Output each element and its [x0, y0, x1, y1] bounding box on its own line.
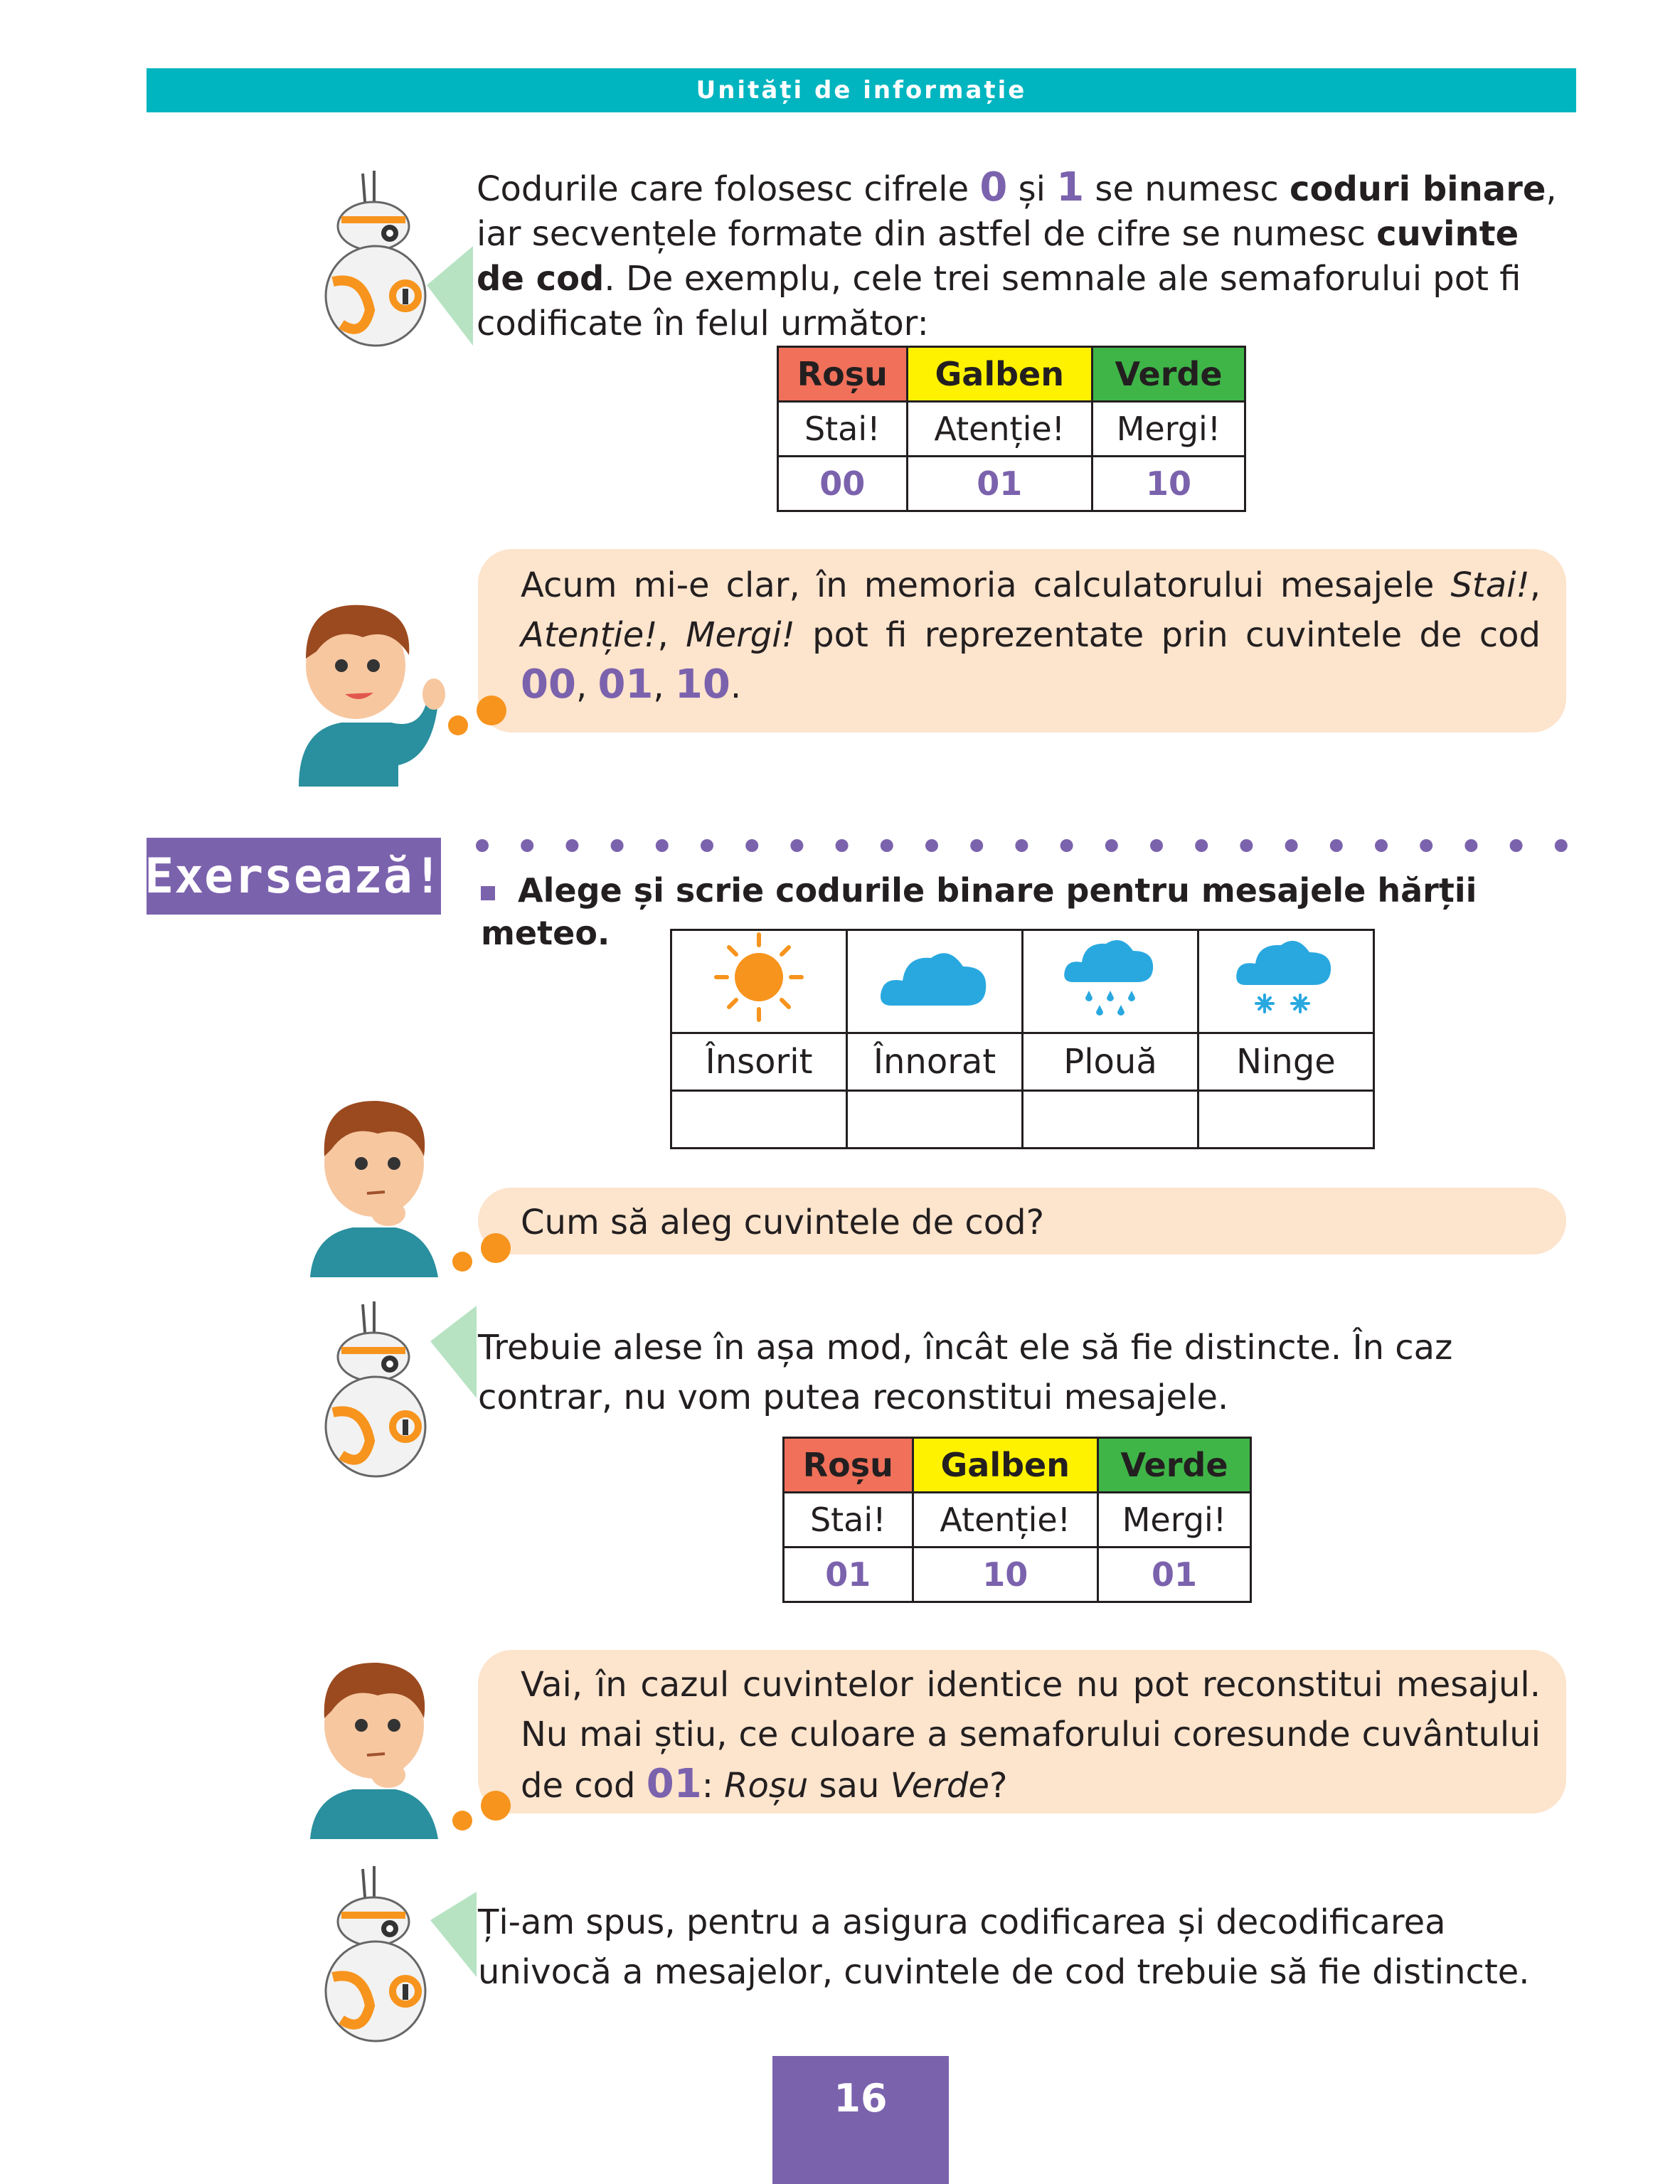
code-cell: 01	[1098, 1548, 1251, 1602]
message-cell: Mergi!	[1098, 1493, 1251, 1548]
divider-dot	[1195, 839, 1208, 852]
bubble-text: ,	[1529, 565, 1541, 605]
divider-dot	[1060, 839, 1073, 852]
bubble-text: pot fi reprezentate prin cuvintele de cod	[794, 615, 1541, 655]
divider-dot	[881, 839, 893, 852]
intro-text: și	[1007, 169, 1057, 209]
boy-avatar	[285, 587, 448, 787]
section-header	[147, 68, 1576, 112]
divider-dot	[1420, 839, 1432, 852]
table-row	[784, 1548, 1251, 1602]
bubble-dot	[481, 1233, 511, 1263]
bubble-text: ?	[989, 1766, 1008, 1806]
header-red: Roșu	[778, 347, 908, 402]
code-word: 00	[521, 661, 576, 708]
sun-icon	[709, 931, 809, 1023]
boy-thinking-avatar	[296, 1647, 452, 1839]
robot-text: Ți-am spus, pentru a asigura codificarea și decodificarea univocă a mesajelor, cuvintele de cod trebuie să fie distincte.	[478, 1902, 1530, 1992]
table-row	[778, 457, 1245, 511]
header-green: Verde	[1092, 347, 1245, 402]
speech-bubble	[478, 1188, 1566, 1255]
section-title: Unități de informație	[696, 76, 1027, 105]
divider-dot	[611, 839, 624, 852]
divider-dot	[1555, 839, 1568, 852]
table-header-row	[784, 1438, 1251, 1493]
code-cell: 10	[1092, 457, 1245, 511]
label-row	[671, 1033, 1374, 1091]
divider-dot	[925, 839, 938, 852]
divider-dot	[521, 839, 533, 852]
message-cell: Stai!	[784, 1493, 913, 1548]
divider-dot	[1510, 839, 1523, 852]
weather-icon-cell	[847, 930, 1023, 1033]
header-yellow: Galben	[907, 347, 1092, 402]
weather-label: Înnorat	[847, 1033, 1023, 1091]
robot-icon	[313, 1863, 477, 2048]
divider-dot	[1375, 839, 1388, 852]
divider-dot	[790, 839, 803, 852]
icon-row	[671, 930, 1374, 1033]
answer-cell[interactable]	[1198, 1091, 1374, 1149]
divider-dot	[1464, 839, 1477, 852]
answer-cell[interactable]	[1023, 1091, 1198, 1149]
task-text: Alege și scrie codurile binare pentru mesajele hărții meteo.	[481, 871, 1477, 952]
divider-dot	[565, 839, 578, 852]
message-cell: Atenție!	[913, 1493, 1097, 1548]
cloud-icon	[878, 938, 991, 1016]
rain-cloud-icon	[1060, 931, 1160, 1023]
divider-dot	[1330, 839, 1343, 852]
code-word: 01	[646, 1761, 702, 1807]
traffic-light-code-table	[777, 346, 1246, 512]
term-code-words: cuvinte de cod	[477, 214, 1519, 299]
weather-icon-cell	[1023, 930, 1198, 1033]
answer-cell[interactable]	[847, 1091, 1023, 1149]
message-stai: Stai!	[1450, 565, 1530, 605]
snow-cloud-icon	[1233, 931, 1339, 1023]
divider-dot	[1285, 839, 1298, 852]
table-row	[778, 402, 1245, 457]
intro-text: Codurile care folosesc cifrele	[477, 169, 980, 209]
bubble-dot	[452, 1811, 472, 1831]
answer-cell[interactable]	[671, 1091, 847, 1149]
color-rosu: Roșu	[724, 1766, 809, 1806]
code-word: 01	[597, 661, 654, 708]
exercise-tag	[144, 838, 443, 915]
message-cell: Stai!	[778, 402, 908, 457]
divider-dot	[836, 839, 849, 852]
code-cell: 01	[907, 457, 1092, 511]
message-cell: Atenție!	[907, 402, 1092, 457]
weather-label: Însorit	[671, 1033, 847, 1091]
divider-dot	[1150, 839, 1163, 852]
intro-text: , iar secvențele formate din astfel de cifre se numesc	[477, 169, 1557, 254]
weather-label: Plouă	[1023, 1033, 1198, 1091]
bubble-text: :	[701, 1766, 725, 1806]
divider-dot	[701, 839, 713, 852]
bubble-text: .	[730, 666, 742, 706]
header-green: Verde	[1098, 1438, 1251, 1493]
code-word: 10	[674, 661, 730, 708]
divider-dot	[970, 839, 983, 852]
robot-conclusion	[478, 1897, 1573, 1997]
robot-icon	[313, 1299, 477, 1483]
robot-explanation	[478, 1323, 1573, 1422]
divider-dot	[476, 839, 489, 852]
bubble-text: Acum mi-e clar, în memoria calculatorului mesajele	[521, 565, 1451, 605]
color-verde: Verde	[890, 1766, 989, 1806]
header-yellow: Galben	[913, 1438, 1097, 1493]
message-mergi: Mergi!	[686, 615, 795, 655]
page-number: 16	[834, 2076, 888, 2121]
header-red: Roșu	[784, 1438, 913, 1493]
bubble-dot	[448, 715, 468, 735]
bubble-text: ,	[575, 666, 598, 706]
digit-one: 1	[1056, 164, 1085, 211]
answer-row	[671, 1091, 1374, 1149]
page-number-box	[772, 2056, 949, 2184]
divider-dot	[1015, 839, 1028, 852]
weather-icon-cell	[1198, 930, 1374, 1033]
message-atentie: Atenție!	[521, 615, 658, 655]
table-header-row	[778, 347, 1245, 402]
table-row	[784, 1493, 1251, 1548]
digit-zero: 0	[979, 164, 1008, 211]
boy-thinking-avatar	[296, 1085, 452, 1277]
intro-paragraph	[477, 165, 1558, 346]
bubble-dot	[452, 1252, 472, 1272]
intro-text: se numesc	[1084, 169, 1290, 209]
weather-icon-cell	[671, 930, 847, 1033]
divider-dot	[745, 839, 758, 852]
divider-dot	[1105, 839, 1118, 852]
bubble-dot	[477, 696, 506, 725]
code-cell: 10	[913, 1548, 1097, 1602]
bubble-text: ,	[653, 666, 675, 706]
exercise-tag-label: Exersează!	[144, 848, 443, 905]
divider-dot	[1240, 839, 1253, 852]
speech-bubble	[478, 1650, 1566, 1813]
bubble-text: sau	[808, 1766, 890, 1806]
bubble-text: Vai, în cazul cuvintelor identice nu pot reconstitui mesajul. Nu mai știu, ce culoare a semaforului coresunde cuvântului de cod	[521, 1665, 1541, 1806]
term-binary-codes: coduri binare	[1290, 169, 1546, 209]
bubble-text: Cum să aleg cuvintele de cod?	[521, 1203, 1045, 1242]
speech-bubble	[478, 549, 1566, 733]
bullet-square	[481, 886, 495, 900]
bubble-dot	[481, 1791, 511, 1821]
message-cell: Mergi!	[1092, 402, 1245, 457]
weather-table	[670, 929, 1375, 1149]
weather-label: Ninge	[1198, 1033, 1374, 1091]
robot-icon	[313, 168, 477, 353]
intro-text: . De exemplu, cele trei semnale ale semaforului pot fi codificate în felul următor:	[477, 259, 1521, 343]
robot-text: Trebuie alese în așa mod, încât ele să fie distincte. În caz contrar, nu vom putea reconstitui mesajele.	[478, 1328, 1453, 1417]
ambiguous-code-table	[782, 1437, 1252, 1603]
code-cell: 00	[778, 457, 908, 511]
bubble-text: ,	[657, 615, 686, 655]
divider-dot	[656, 839, 669, 852]
code-cell: 01	[784, 1548, 913, 1602]
dotted-divider	[475, 838, 1585, 853]
